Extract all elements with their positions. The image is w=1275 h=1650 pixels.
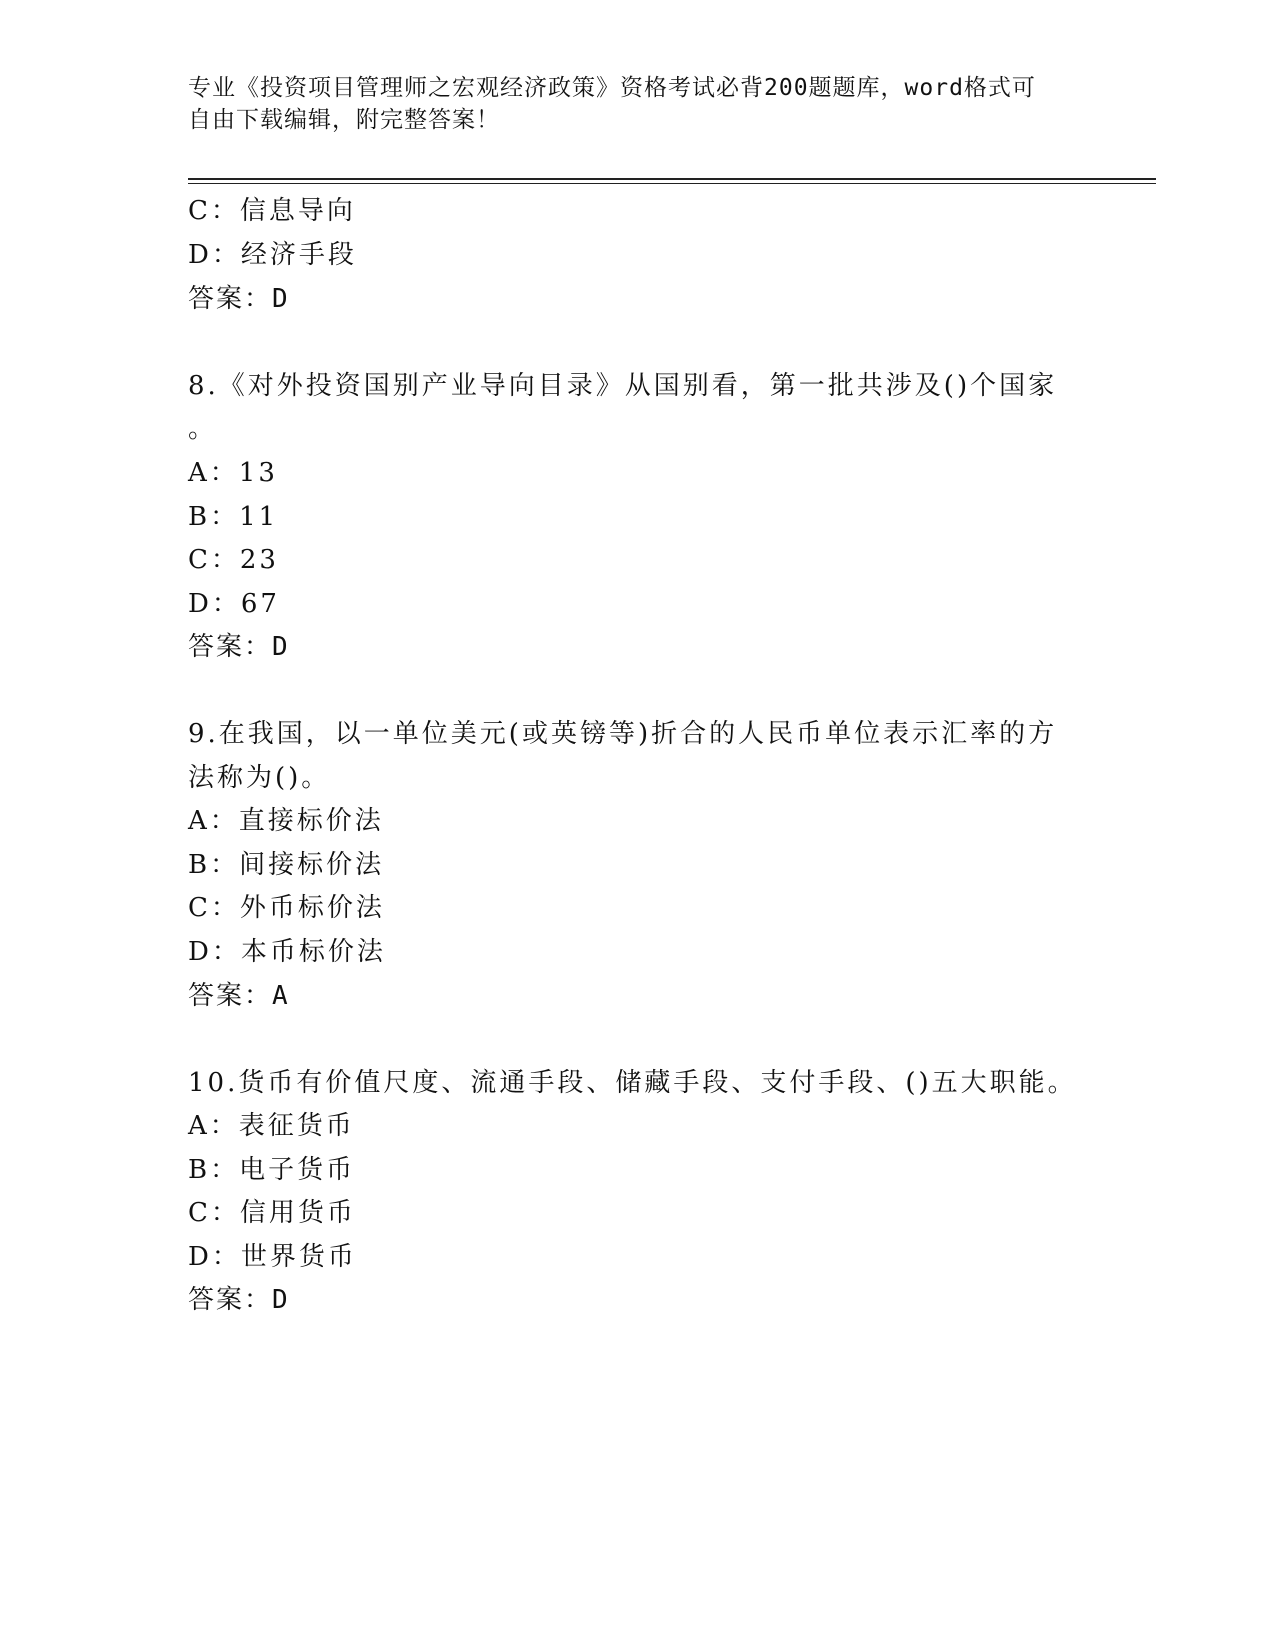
header-rule-bottom [188, 183, 1156, 184]
header-line-1: 专业《投资项目管理师之宏观经济政策》资格考试必背200题题库，word格式可 [188, 75, 1036, 101]
page-header [188, 72, 1068, 136]
answer-label: 答案： [188, 1285, 273, 1315]
q10-option-b: B：电子货币 [188, 1155, 356, 1185]
answer-label: 答案： [188, 284, 273, 314]
q10-answer [188, 1279, 290, 1316]
prev-option-c: C：信息导向 [188, 196, 356, 226]
q8-stem-line-2: 。 [188, 414, 218, 444]
answer-label: 答案： [188, 981, 273, 1011]
q8-option-c: C：23 [188, 545, 279, 575]
q9-option-a: A：直接标价法 [188, 806, 384, 836]
header-line-2: 自由下载编辑，附完整答案！ [188, 107, 500, 133]
q10-option-c: C：信用货币 [188, 1198, 356, 1228]
prev-answer [188, 278, 290, 315]
q10-stem-line-1: 10.货币有价值尺度、流通手段、储藏手段、支付手段、()五大职能。 [188, 1068, 1077, 1098]
q8-option-d: D：67 [188, 589, 280, 619]
answer-value: D [272, 284, 290, 314]
answer-value: A [272, 981, 290, 1011]
q9-option-c: C：外币标价法 [188, 893, 385, 923]
q10-option-a: A：表征货币 [188, 1111, 355, 1141]
q8-stem-line-1: 8.《对外投资国别产业导向目录》从国别看，第一批共涉及()个国家 [188, 371, 1058, 401]
q9-option-d: D：本币标价法 [188, 937, 386, 967]
q8-option-b: B：11 [188, 502, 279, 532]
q8-answer [188, 626, 290, 663]
q9-stem-line-1: 9.在我国，以一单位美元(或英镑等)折合的人民币单位表示汇率的方 [188, 719, 1058, 749]
header-rule-top [188, 178, 1156, 180]
prev-option-d: D：经济手段 [188, 240, 357, 270]
answer-label: 答案： [188, 632, 273, 662]
q9-option-b: B：间接标价法 [188, 850, 385, 880]
q8-option-a: A：13 [188, 458, 278, 488]
answer-value: D [272, 632, 290, 662]
q10-option-d: D：世界货币 [188, 1242, 357, 1272]
q9-stem-line-2: 法称为()。 [188, 763, 331, 793]
answer-value: D [272, 1285, 290, 1315]
q9-answer [188, 975, 290, 1012]
